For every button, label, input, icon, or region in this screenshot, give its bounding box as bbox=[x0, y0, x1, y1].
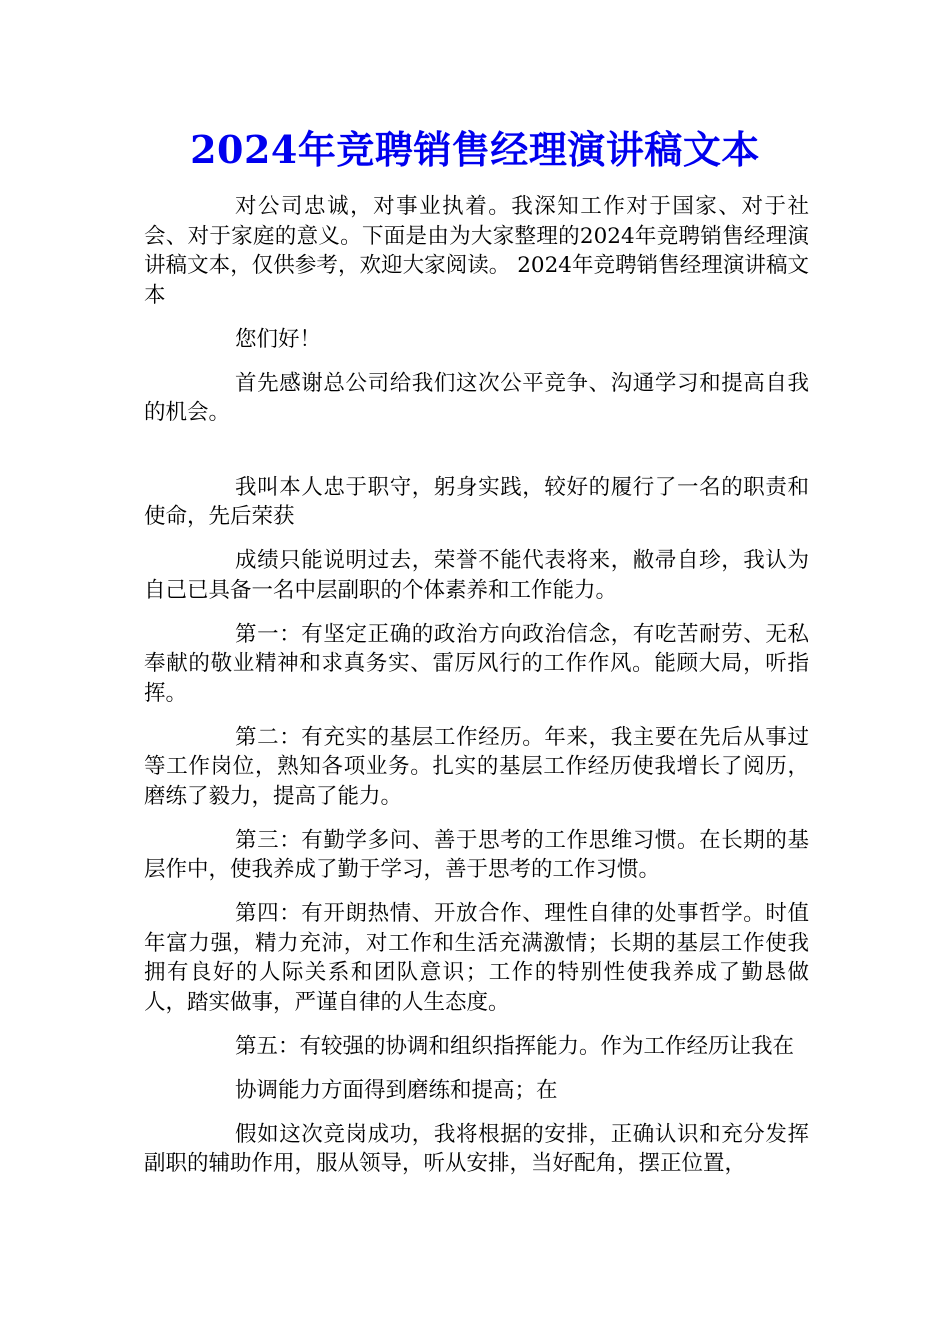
paragraph-self-intro: 我叫本人忠于职守，躬身实践，较好的履行了一名的职责和使命，先后荣获 bbox=[144, 474, 809, 529]
paragraph-point-two: 第二：有充实的基层工作经历。年来，我主要在先后从事过等工作岗位，熟知各项业务。扎实的基层工作经历使我增长了阅历，磨练了毅力，提高了能力。 bbox=[144, 724, 809, 809]
paragraph-point-five: 第五：有较强的协调和组织指挥能力。作为工作经历让我在 bbox=[235, 1033, 795, 1059]
paragraph-if-successful: 假如这次竞岗成功，我将根据的安排，正确认识和充分发挥副职的辅助作用，服从领导，听从安排，当好配角，摆正位置， bbox=[144, 1121, 809, 1176]
paragraph-point-three: 第三：有勤学多问、善于思考的工作思维习惯。在长期的基层作中，使我养成了勤于学习，善于思考的工作习惯。 bbox=[144, 827, 809, 882]
paragraph-coordination: 协调能力方面得到磨练和提高；在 bbox=[235, 1077, 558, 1103]
paragraph-point-four: 第四：有开朗热情、开放合作、理性自律的处事哲学。时值年富力强，精力充沛，对工作和生活充满激情；长期的基层工作使我拥有良好的人际关系和团队意识；工作的特别性使我养成了勤恳做人，踏实做事，严谨自律的人生态度。 bbox=[144, 901, 809, 1015]
document-body bbox=[144, 192, 809, 1193]
paragraph-greeting: 您们好！ bbox=[235, 326, 322, 352]
paragraph-thanks: 首先感谢总公司给我们这次公平竞争、沟通学习和提高自我的机会。 bbox=[144, 370, 809, 425]
document-title: 2024年竞聘销售经理演讲稿文本 bbox=[190, 127, 760, 172]
paragraph-point-one: 第一：有坚定正确的政治方向政治信念，有吃苦耐劳、无私奉献的敬业精神和求真务实、雷厉风行的工作作风。能顾大局，听指挥。 bbox=[144, 621, 809, 706]
paragraph-intro: 对公司忠诚，对事业执着。我深知工作对于国家、对于社会、对于家庭的意义。下面是由为大家整理的2024年竞聘销售经理演讲稿文本，仅供参考，欢迎大家阅读。 2024年竞聘销售经理演讲稿文本 bbox=[144, 194, 809, 308]
paragraph-achievements: 成绩只能说明过去，荣誉不能代表将来，敝帚自珍，我认为自己已具备一名中层副职的个体素养和工作能力。 bbox=[144, 548, 809, 603]
